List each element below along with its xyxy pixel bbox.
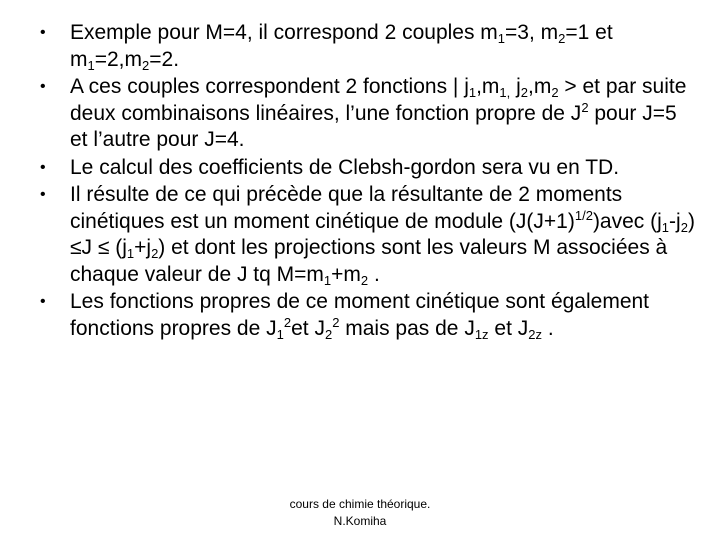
subscript: 1: [323, 272, 332, 288]
subscript: 1: [497, 31, 506, 46]
subscript: 2: [324, 326, 333, 342]
bullet-item: [40, 74, 700, 154]
bullet-marker: •: [40, 293, 46, 310]
superscript: 1/2: [574, 207, 593, 223]
bullet-item: [40, 182, 700, 288]
subscript: 2: [142, 57, 150, 73]
subscript: 1z: [474, 326, 489, 342]
subscript: 1: [276, 326, 284, 342]
subscript: 2: [558, 31, 566, 46]
subscript: 2: [151, 246, 159, 261]
footer-course-title: cours de chimie théorique.: [289, 497, 431, 511]
bullet-marker: •: [40, 158, 46, 176]
superscript: 2: [581, 99, 589, 115]
subscript: 2: [680, 219, 688, 235]
subscript: 1,: [499, 85, 511, 100]
bullet-text: Il résulte de ce qui précède que la résultante de 2 moments cinétiques est un moment cinétique de module $(J(J+1)^{1/2})avec$ $(j_1-j_2) \le J \le (j_1+j_2)$ et dont les projections sont les valeurs M associées à chaque valeur de J tq $M=m_1+m_2$ .: [70, 183, 695, 288]
bullet-text: Exemple pour M=4, il correspond 2 couples $m_1=3$, $m_2=1$ et $m_1=2,m_2=2$.: [70, 21, 613, 73]
subscript: 2z: [528, 326, 542, 342]
bullet-item: [40, 289, 700, 342]
bullet-marker: •: [40, 24, 46, 41]
subscript: 2: [520, 85, 528, 100]
bullet-marker: •: [40, 186, 46, 203]
bullet-marker: •: [40, 78, 46, 95]
bullet-item: [40, 155, 700, 182]
subscript: 2: [551, 85, 559, 100]
superscript: 2: [332, 314, 340, 330]
bullet-text: Le calcul des coefficients de Clebsh-gordon sera vu en TD.: [70, 155, 620, 179]
subscript: 2: [360, 272, 369, 288]
bullet-list: [40, 20, 700, 343]
bullet-text: A ces couples correspondent 2 fonctions | $j_1,m_{1,}$ $j_2,m_2$ > et par suite deux combinaisons linéaires, l’une fonction propre de $J^2$ pour J=5 et l’autre pour J=4.: [70, 75, 687, 151]
subscript: 1: [468, 85, 477, 100]
footer-author: N.Komiha: [333, 514, 387, 528]
superscript: 2: [283, 314, 292, 330]
subscript: 1: [661, 219, 670, 235]
subscript: 1: [87, 57, 95, 73]
bullet-text: Les fonctions propres de ce moment cinétique sont également fonctions propres de $J_1^2et$ $J_2^2$ mais pas de $J_{1z}$ et $J_{2z}$ .: [70, 290, 650, 342]
bullet-item: [40, 20, 700, 73]
subscript: 1: [126, 246, 135, 261]
footer: [210, 496, 510, 530]
